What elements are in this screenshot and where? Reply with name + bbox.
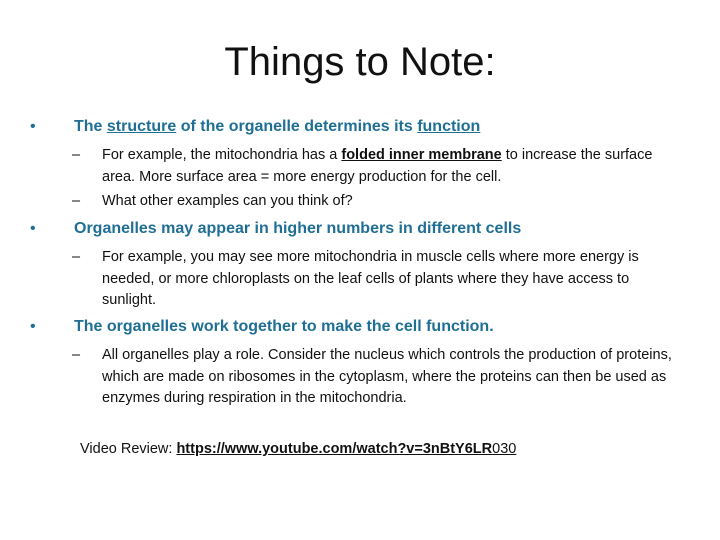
sub-text: What other examples can you think of? [102, 193, 353, 209]
bullet-text: The organelles work together to make the cell function. [74, 318, 494, 335]
bullet-text: The [74, 118, 107, 135]
sub-bullet-other-examples [72, 191, 682, 213]
bullet-text: of the organelle determines its [176, 118, 418, 135]
underlined-term-function: function [417, 118, 481, 135]
bullet-higher-numbers [28, 220, 688, 238]
sub-marker: – [72, 347, 81, 363]
sub-bullet-mitochondria-example [72, 145, 682, 188]
sub-marker: – [72, 193, 81, 209]
bullet-marker: • [30, 318, 36, 335]
underlined-term-folded-inner-membrane: folded inner membrane [341, 147, 502, 163]
sub-text: to increase the surface area. More surface area = more energy production for the cell. [102, 147, 653, 185]
video-review-link[interactable]: https://www.youtube.com/watch?v=3nBtY6LR030 [176, 441, 517, 457]
bullet-structure-function [28, 118, 688, 136]
video-review-label: Video Review: [80, 441, 177, 457]
bullet-marker: • [30, 118, 36, 135]
bullet-text: Organelles may appear in higher numbers in different cells [74, 220, 522, 237]
bullet-marker: • [30, 220, 36, 237]
sub-text: For example, the mitochondria has a [102, 147, 342, 163]
sub-bullet-all-organelles [72, 345, 682, 410]
sub-text: All organelles play a role. Consider the nucleus which controls the production of proteins, which are made on ribosomes in the cytoplasm, where the proteins can then be used as enzymes during respiration in the mitochondria. [102, 347, 672, 406]
video-review [80, 441, 516, 457]
sub-marker: – [72, 147, 81, 163]
underlined-term-structure: structure [106, 118, 177, 135]
sub-text: For example, you may see more mitochondria in muscle cells where more energy is needed, or more chloroplasts on the leaf cells of plants where they have access to sunlight. [102, 249, 639, 308]
bullet-work-together [28, 318, 688, 336]
sub-marker: – [72, 249, 81, 265]
sub-bullet-muscle-cells [72, 247, 682, 312]
slide-title: Things to Note: [224, 40, 496, 84]
